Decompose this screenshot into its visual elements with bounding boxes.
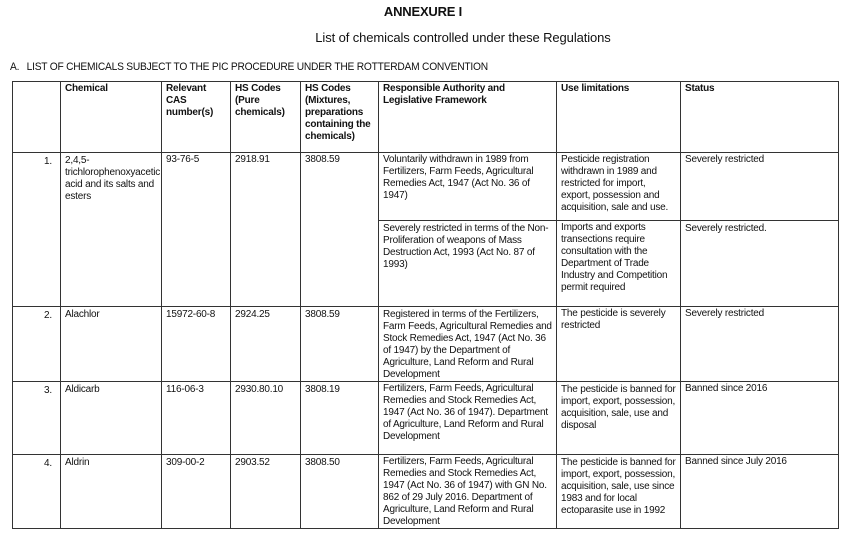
chemical-name: 2,4,5-trichlorophenoxyacetic acid and its salts and esters bbox=[61, 153, 162, 307]
annexure-heading: ANNEXURE I bbox=[383, 4, 463, 19]
table-row bbox=[13, 382, 839, 455]
table-row bbox=[13, 307, 839, 382]
use-limitations-text: Pesticide registration withdrawn in 1989 and restricted for import, export, possession and acquisition, sale and use. bbox=[557, 153, 681, 221]
hs-code-mixtures: 3808.59 bbox=[301, 307, 379, 382]
status-text: Severely restricted bbox=[681, 307, 839, 382]
use-limitations-text: The pesticide is banned for import, export, possession, acquisition, sale, use since 1983 and for local ectoparasite use in 1992 bbox=[557, 455, 681, 529]
status-text: Severely restricted bbox=[681, 153, 839, 221]
chemical-name: Aldicarb bbox=[61, 382, 162, 455]
use-limitations-text: Imports and exports transections require consultation with the Department of Trade Industry and Competition permit required bbox=[557, 221, 681, 307]
header-cas: Relevant CAS number(s) bbox=[162, 82, 231, 153]
use-limitations-text: The pesticide is banned for import, export, possession, acquisition, sale, use and disposal bbox=[557, 382, 681, 455]
authority-text: Fertilizers, Farm Feeds, Agricultural Remedies and Stock Remedies Act, 1947 (Act No. 36 of 1947). Department of Agriculture, Land Reform and Rural Development bbox=[379, 382, 557, 455]
authority-text: Severely restricted in terms of the Non-Proliferation of weapons of Mass Destruction Act, 1993 (Act No. 87 of 1993) bbox=[379, 221, 557, 307]
chemical-name: Alachlor bbox=[61, 307, 162, 382]
authority-text: Fertilizers, Farm Feeds, Agricultural Remedies and Stock Remedies Act, 1947 (Act No. 36 of 1947) with GN No. 862 of 29 July 2016. Department of Agriculture, Land Reform and Rural Development bbox=[379, 455, 557, 529]
cas-number: 93-76-5 bbox=[162, 153, 231, 307]
chemical-name: Aldrin bbox=[61, 455, 162, 529]
header-status: Status bbox=[681, 82, 839, 153]
header-hs-mixtures: HS Codes (Mixtures, preparations containing the chemicals) bbox=[301, 82, 379, 153]
section-letter: A. bbox=[10, 61, 20, 73]
cas-number: 15972-60-8 bbox=[162, 307, 231, 382]
use-limitations-text: The pesticide is severely restricted bbox=[557, 307, 681, 382]
status-text: Banned since 2016 bbox=[681, 382, 839, 455]
document-title: List of chemicals controlled under these Regulations bbox=[315, 30, 611, 45]
chemicals-table bbox=[12, 81, 839, 529]
row-number: 1. bbox=[13, 153, 61, 307]
header-use-limitations: Use limitations bbox=[557, 82, 681, 153]
section-heading bbox=[10, 61, 488, 73]
header-hs-pure: HS Codes (Pure chemicals) bbox=[231, 82, 301, 153]
table-header-row bbox=[13, 82, 839, 153]
row-number: 4. bbox=[13, 455, 61, 529]
hs-code-mixtures: 3808.19 bbox=[301, 382, 379, 455]
header-chemical: Chemical bbox=[61, 82, 162, 153]
row-number: 2. bbox=[13, 307, 61, 382]
table-row bbox=[13, 455, 839, 529]
status-text: Severely restricted. bbox=[681, 221, 839, 307]
hs-code-pure: 2924.25 bbox=[231, 307, 301, 382]
header-authority: Responsible Authority and Legislative Framework bbox=[379, 82, 557, 153]
hs-code-pure: 2930.80.10 bbox=[231, 382, 301, 455]
hs-code-pure: 2918.91 bbox=[231, 153, 301, 307]
row-number: 3. bbox=[13, 382, 61, 455]
cas-number: 116-06-3 bbox=[162, 382, 231, 455]
authority-text: Voluntarily withdrawn in 1989 from Fertilizers, Farm Feeds, Agricultural Remedies Act, 1947 (Act No. 36 of 1947) bbox=[379, 153, 557, 221]
authority-text: Registered in terms of the Fertilizers, Farm Feeds, Agricultural Remedies and Stock Remedies Act, 1947 (Act No. 36 of 1947) by the Department of Agriculture, Land Reform and Rural Development bbox=[379, 307, 557, 382]
section-heading-text: LIST OF CHEMICALS SUBJECT TO THE PIC PROCEDURE UNDER THE ROTTERDAM CONVENTION bbox=[26, 61, 488, 73]
header-number bbox=[13, 82, 61, 153]
table-row bbox=[13, 153, 839, 221]
hs-code-pure: 2903.52 bbox=[231, 455, 301, 529]
status-text: Banned since July 2016 bbox=[681, 455, 839, 529]
hs-code-mixtures: 3808.50 bbox=[301, 455, 379, 529]
hs-code-mixtures: 3808.59 bbox=[301, 153, 379, 307]
cas-number: 309-00-2 bbox=[162, 455, 231, 529]
